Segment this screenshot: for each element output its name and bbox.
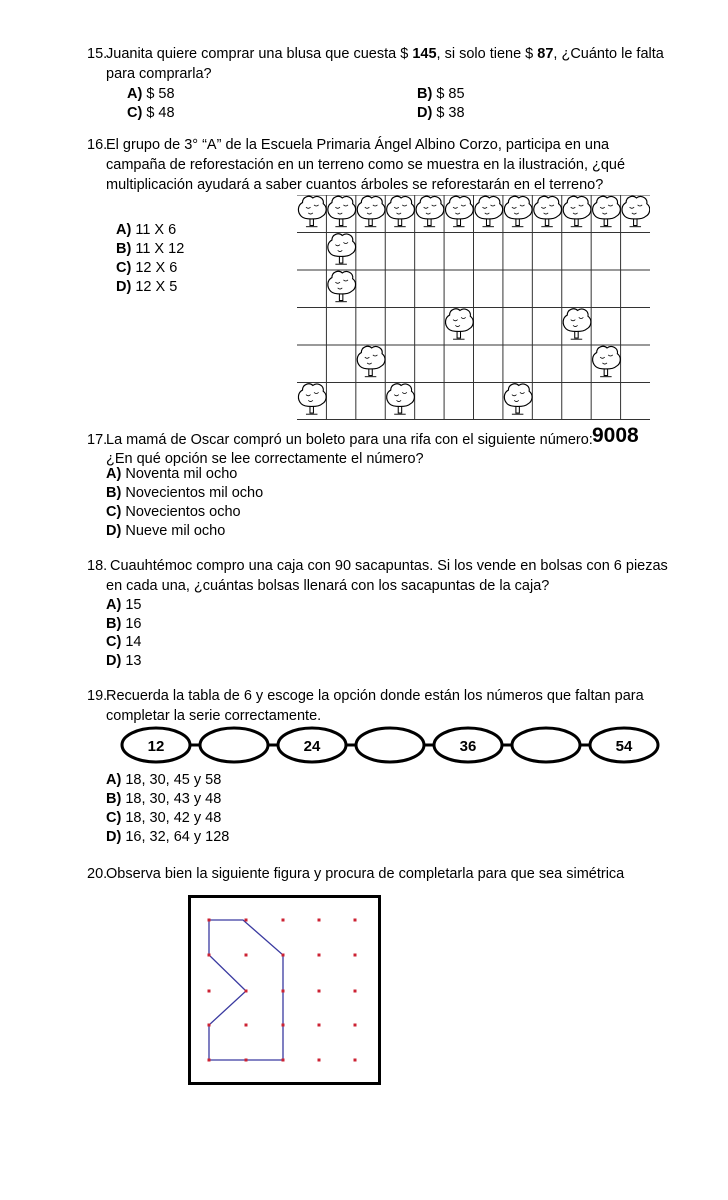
grid-dot (208, 990, 211, 993)
sequence-oval (200, 728, 268, 762)
q15-option-c: C) $ 48 (127, 105, 175, 121)
sequence-oval (356, 728, 424, 762)
tree-icon (298, 196, 326, 226)
q15-text-a: Juanita quiere comprar una blusa que cuesta $ (106, 46, 413, 62)
tree-icon (563, 196, 591, 226)
q19-option-d: D) 16, 32, 64 y 128 (106, 829, 230, 845)
grid-dot (354, 954, 357, 957)
q20-number: 20. (87, 866, 108, 882)
tree-icon (387, 384, 415, 414)
q16-number: 16. (87, 137, 108, 153)
q15-have: 87 (537, 46, 554, 62)
grid-dot (282, 1059, 285, 1062)
q15-option-a: A) $ 58 (127, 86, 175, 102)
grid-dot (354, 990, 357, 993)
q17-option-c: C) Novecientos ocho (106, 504, 241, 520)
q18-option-d: D) 13 (106, 653, 142, 669)
grid-dot (282, 990, 285, 993)
grid-dot (318, 990, 321, 993)
grid-dot (282, 919, 285, 922)
grid-dot (282, 1024, 285, 1027)
symmetry-svg (188, 895, 381, 1085)
tree-icon (387, 196, 415, 226)
grid-dot (245, 990, 248, 993)
q18-line2: en cada una, ¿cuántas bolsas llenará con los sacapuntas de la caja? (106, 578, 550, 594)
sequence-value: 36 (459, 738, 477, 755)
grid-dot (318, 1059, 321, 1062)
tree-icon (593, 196, 621, 226)
q16-line1: El grupo de 3° “A” de la Escuela Primaria Ángel Albino Corzo, participa en una (106, 137, 610, 153)
q19-line1: Recuerda la tabla de 6 y escoge la opción donde están los números que faltan para (106, 688, 644, 704)
q15-price: 145 (412, 46, 437, 62)
sequence-value: 24 (303, 738, 321, 755)
q15-text-c: , ¿Cuánto le falta (553, 46, 664, 62)
reforestation-grid (297, 195, 650, 420)
symmetry-figure (188, 895, 381, 1085)
tree-icon (622, 196, 650, 226)
grid-dot (208, 919, 211, 922)
tree-icon (475, 196, 503, 226)
q15-line1 (106, 46, 664, 62)
grid-dot (354, 919, 357, 922)
q19-option-c: C) 18, 30, 42 y 48 (106, 810, 222, 826)
q15-number: 15. (87, 46, 108, 62)
tree-icon (328, 196, 356, 226)
q16-option-b: B) 11 X 12 (116, 241, 185, 257)
q17-line2: ¿En qué opción se lee correctamente el número? (106, 451, 424, 467)
grid-dot (354, 1024, 357, 1027)
sequence-value: 12 (147, 738, 165, 755)
q16-line2: campaña de reforestación en un terreno como se muestra en la ilustración, ¿qué (106, 157, 626, 173)
grid-dot (282, 954, 285, 957)
q15-option-b: B) $ 85 (417, 86, 465, 102)
q17-option-a: A) Noventa mil ocho (106, 466, 238, 482)
grid-dot (245, 1059, 248, 1062)
q15-text-b: , si solo tiene $ (436, 46, 538, 62)
grid-dot (318, 1024, 321, 1027)
q17-number: 17. (87, 432, 108, 448)
grid-dot (318, 954, 321, 957)
tree-icon (446, 196, 474, 226)
tree-icon (446, 309, 474, 339)
q20-line1: Observa bien la siguiente figura y procura de completarla para que sea simétrica (106, 866, 625, 882)
q18-option-c: C) 14 (106, 634, 142, 650)
q17-option-d: D) Nueve mil ocho (106, 523, 226, 539)
tree-icon (357, 196, 385, 226)
q15-option-d: D) $ 38 (417, 105, 465, 121)
q19-option-a: A) 18, 30, 45 y 58 (106, 772, 222, 788)
q19-option-b: B) 18, 30, 43 y 48 (106, 791, 222, 807)
q18-option-a: A) 15 (106, 597, 142, 613)
q16-option-a: A) 11 X 6 (116, 222, 177, 238)
q16-line3: multiplicación ayudará a saber cuantos árboles se reforestarán en el terreno? (106, 177, 604, 193)
tree-icon (563, 309, 591, 339)
tree-icon (504, 384, 532, 414)
q18-option-b: B) 16 (106, 616, 142, 632)
q16-option-c: C) 12 X 6 (116, 260, 178, 276)
q18-line1: Cuauhtémoc compro una caja con 90 sacapuntas. Si los vende en bolsas con 6 piezas (110, 558, 668, 574)
q18-number: 18. (87, 558, 108, 574)
grid-dot (208, 954, 211, 957)
tree-icon (298, 384, 326, 414)
grid-dot (208, 1024, 211, 1027)
q15-line2: para comprarla? (106, 66, 212, 82)
grid-dot (354, 1059, 357, 1062)
tree-icon (328, 271, 356, 301)
tree-icon (328, 234, 356, 264)
q19-line2: completar la serie correctamente. (106, 708, 322, 724)
tree-icon (504, 196, 532, 226)
sequence-value: 54 (615, 738, 633, 755)
number-sequence (120, 724, 660, 766)
grid-dot (208, 1059, 211, 1062)
grid-dot (318, 919, 321, 922)
sequence-oval (512, 728, 580, 762)
q17-option-b: B) Novecientos mil ocho (106, 485, 264, 501)
tree-icon (357, 346, 385, 376)
tree-icon (534, 196, 562, 226)
q17-line1: La mamá de Oscar compró un boleto para una rifa con el siguiente número: (106, 432, 593, 448)
q19-number: 19. (87, 688, 108, 704)
tree-icon (416, 196, 444, 226)
tree-icon (593, 346, 621, 376)
grid-dot (245, 919, 248, 922)
sequence-svg (120, 724, 660, 766)
grid-dot (245, 1024, 248, 1027)
grid-dot (245, 954, 248, 957)
tree-grid-svg (297, 195, 650, 420)
q17-ticket-number: 9008 (592, 424, 639, 447)
q16-option-d: D) 12 X 5 (116, 279, 178, 295)
